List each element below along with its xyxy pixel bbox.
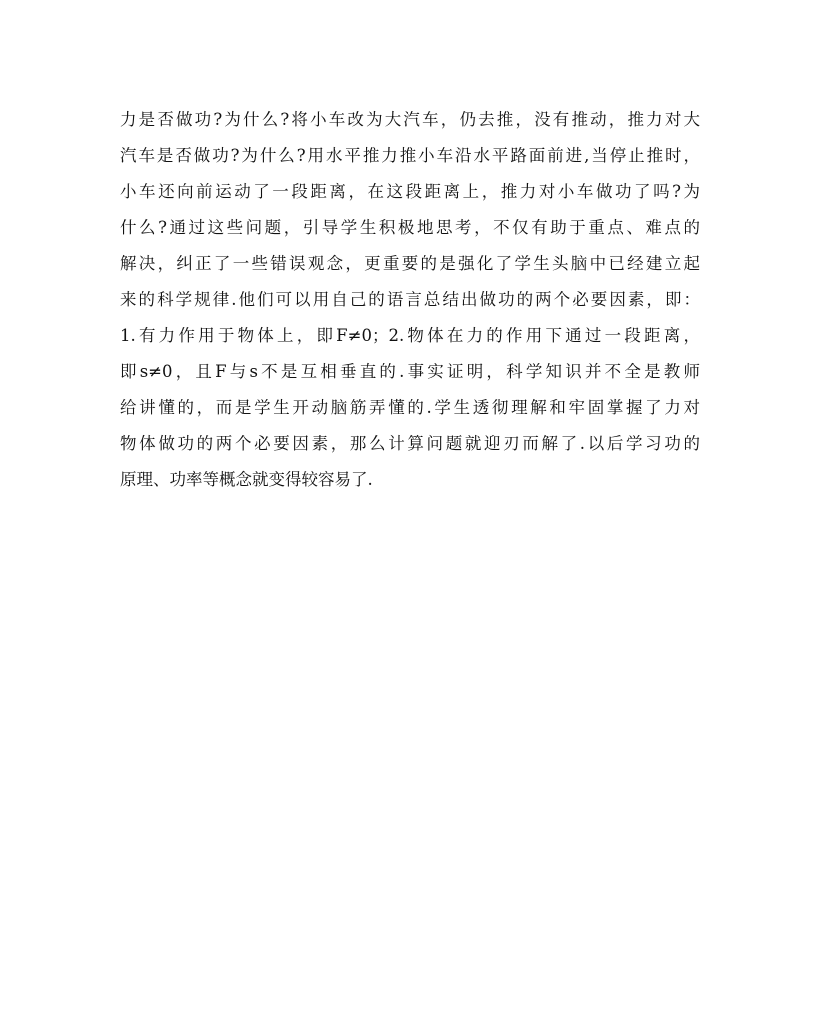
text-line-7: 1.有力作用于物体上，即F≠0；2.物体在力的作用下通过一段距离， — [120, 326, 700, 345]
text-line-10: 物体做功的两个必要因素，那么计算问题就迎刃而解了.以后学习功的 — [120, 434, 700, 453]
text-line-8: 即s≠0，且F与s不是互相垂直的.事实证明，科学知识并不全是教师 — [120, 362, 700, 381]
text-line-9: 给讲懂的，而是学生开动脑筋弄懂的.学生透彻理解和牢固掌握了力对 — [120, 398, 700, 417]
text-line-3: 小车还向前运动了一段距离，在这段距离上，推力对小车做功了吗?为 — [120, 182, 700, 201]
body-paragraph — [120, 102, 700, 498]
text-line-2: 汽车是否做功?为什么?用水平推力推小车沿水平路面前进,当停止推时， — [120, 146, 700, 165]
text-line-11: 原理、功率等概念就变得较容易了. — [120, 470, 373, 489]
text-line-6: 来的科学规律.他们可以用自己的语言总结出做功的两个必要因素，即： — [120, 290, 700, 309]
text-line-5: 解决，纠正了一些错误观念，更重要的是强化了学生头脑中已经建立起 — [120, 254, 700, 273]
text-line-1: 力是否做功?为什么?将小车改为大汽车，仍去推，没有推动，推力对大 — [120, 110, 700, 129]
text-line-4: 什么?通过这些问题，引导学生积极地思考，不仅有助于重点、难点的 — [120, 218, 700, 237]
